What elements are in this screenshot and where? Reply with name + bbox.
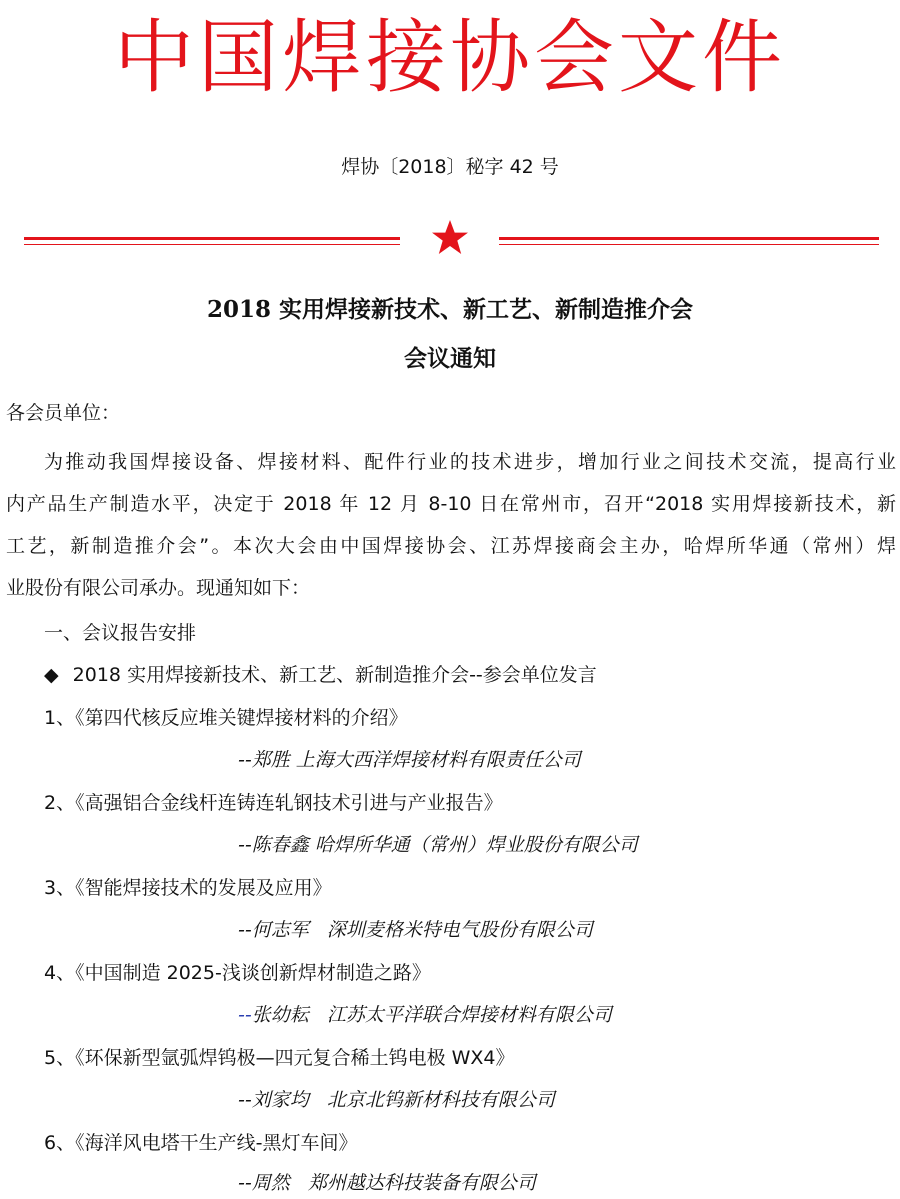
dash: -- <box>238 1004 252 1026</box>
speaker-company: 深圳麦格米特电气股份有限公司 <box>326 919 593 941</box>
speaker-company: 上海大西洋焊接材料有限责任公司 <box>295 749 581 771</box>
report-title: 《海洋风电塔干生产线-黑灯车间》 <box>75 1132 358 1154</box>
red-rule-right-thick <box>499 237 879 240</box>
red-rule-left-thick <box>24 237 400 240</box>
speaker-gap <box>309 1004 327 1026</box>
report-title: 《智能焊接技术的发展及应用》 <box>75 877 332 899</box>
report-item <box>44 1128 357 1158</box>
speaker-company: 哈焊所华通（常州）焊业股份有限公司 <box>314 834 638 856</box>
report-speaker-line <box>238 1085 555 1115</box>
report-speaker-line <box>238 745 581 775</box>
report-item <box>44 788 503 818</box>
star-icon <box>430 218 470 258</box>
report-number: 4、 <box>44 962 76 984</box>
body-line-4: 业股份有限公司承办。现通知如下： <box>6 577 311 599</box>
notice-subtitle: 会议通知 <box>404 345 496 372</box>
speaker-name: 刘家均 <box>251 1089 309 1111</box>
report-item <box>44 873 332 903</box>
speaker-name: 陈春鑫 <box>251 834 309 856</box>
report-title: 《中国制造 2025-浅谈创新焊材制造之路》 <box>75 962 431 984</box>
report-number: 2、 <box>44 792 76 814</box>
red-rule-left-thin <box>24 244 400 245</box>
dash: -- <box>238 919 252 941</box>
report-speaker-line <box>238 1000 612 1030</box>
report-speaker-line <box>238 915 593 945</box>
report-title: 《环保新型氩弧焊钨极—四元复合稀土钨电极 WX4》 <box>75 1047 515 1069</box>
masthead: 中国焊接协会文件 <box>114 11 786 104</box>
speaker-name: 张幼耘 <box>251 1004 309 1026</box>
report-title: 《高强铝合金线杆连铸连轧钢技术引进与产业报告》 <box>75 792 503 814</box>
report-number: 6、 <box>44 1132 76 1154</box>
speaker-gap <box>309 919 327 941</box>
dash: -- <box>238 834 252 856</box>
speaker-gap <box>309 1089 327 1111</box>
body-line-1: 为推动我国焊接设备、焊接材料、配件行业的技术进步，增加行业之间技术交流，提高行业 <box>44 451 896 473</box>
report-title: 《第四代核反应堆关键焊接材料的介绍》 <box>75 707 408 729</box>
section-heading: 一、会议报告安排 <box>44 622 197 644</box>
report-item <box>44 958 431 988</box>
report-speaker-line <box>238 1168 536 1198</box>
body-line-3: 工艺，新制造推介会”。本次大会由中国焊接协会、江苏焊接商会主办，哈焊所华通（常州）焊 <box>6 535 896 557</box>
bullet-line <box>44 660 597 690</box>
speaker-name: 周然 <box>251 1172 290 1194</box>
report-number: 3、 <box>44 877 76 899</box>
dash: -- <box>238 1172 252 1194</box>
report-speaker-line <box>238 830 638 860</box>
salutation: 各会员单位： <box>6 402 121 424</box>
dash: -- <box>238 1089 252 1111</box>
speaker-company: 江苏太平洋联合焊接材料有限公司 <box>326 1004 612 1026</box>
speaker-gap <box>290 1172 308 1194</box>
star-shape <box>432 220 468 254</box>
report-item <box>44 703 408 733</box>
speaker-name: 郑胜 <box>251 749 290 771</box>
notice-title: 2018 实用焊接新技术、新工艺、新制造推介会 <box>206 296 694 323</box>
body-line-2: 内产品生产制造水平，决定于 2018 年 12 月 8-10 日在常州市，召开“2018 实用焊接新技术，新 <box>6 493 896 515</box>
dash: -- <box>238 749 252 771</box>
speaker-company: 郑州越达科技装备有限公司 <box>307 1172 536 1194</box>
report-item <box>44 1043 515 1073</box>
speaker-company: 北京北钨新材科技有限公司 <box>326 1089 555 1111</box>
report-number: 1、 <box>44 707 76 729</box>
red-rule-right-thin <box>499 244 879 245</box>
bullet-text: 2018 实用焊接新技术、新工艺、新制造推介会--参会单位发言 <box>72 664 597 686</box>
speaker-name: 何志军 <box>251 919 309 941</box>
report-number: 5、 <box>44 1047 76 1069</box>
document-number: 焊协〔2018〕秘字 42 号 <box>341 156 559 178</box>
diamond-bullet-icon: ◆ <box>44 664 59 686</box>
